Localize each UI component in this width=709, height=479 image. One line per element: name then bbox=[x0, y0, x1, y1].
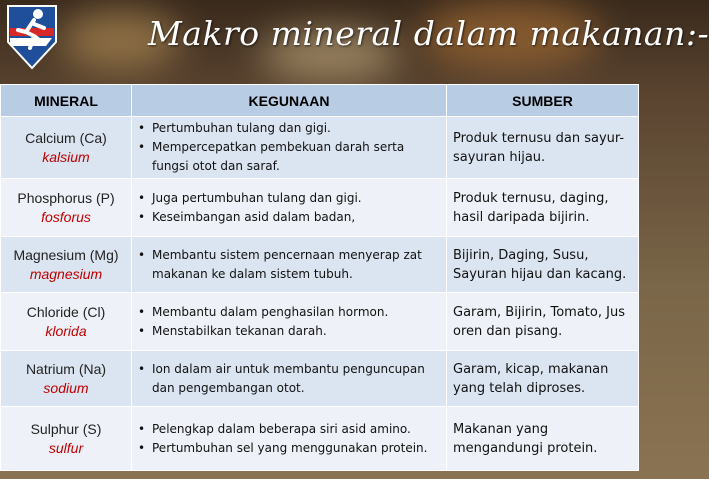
use-item: • Menstabilkan tekanan darah. bbox=[138, 322, 442, 341]
use-item: • Membantu dalam penghasilan hormon. bbox=[138, 303, 442, 322]
mineral-name: Chloride (Cl) bbox=[26, 303, 106, 320]
page-title: Makro mineral dalam makanan:- bbox=[148, 14, 709, 53]
uses-cell bbox=[132, 237, 447, 293]
table-row bbox=[1, 293, 639, 351]
title-bar bbox=[0, 0, 709, 80]
mineral-table bbox=[0, 84, 639, 471]
source-cell: Garam, Bijirin, Tomato, Jus oren dan pisang. bbox=[447, 293, 639, 351]
mineral-cell bbox=[1, 179, 132, 237]
use-item: • Pertumbuhan tulang dan gigi. bbox=[138, 119, 442, 138]
mineral-local-name: magnesium bbox=[29, 265, 103, 282]
header-uses: KEGUNAAN bbox=[132, 85, 447, 117]
table-row bbox=[1, 407, 639, 471]
mineral-local-name: sodium bbox=[43, 379, 89, 396]
mineral-cell bbox=[1, 351, 132, 407]
use-item: • Pelengkap dalam beberapa siri asid amino. bbox=[138, 420, 442, 439]
mineral-cell bbox=[1, 293, 132, 351]
table-row bbox=[1, 117, 639, 179]
header-mineral: MINERAL bbox=[1, 85, 132, 117]
use-item: • Membantu sistem pencernaan menyerap zat makanan ke dalam sistem tubuh. bbox=[138, 246, 442, 284]
mineral-cell bbox=[1, 237, 132, 293]
use-item: • Ion dalam air untuk membantu penguncupan dan pengembangan otot. bbox=[138, 360, 442, 398]
use-item: • Juga pertumbuhan tulang dan gigi. bbox=[138, 189, 442, 208]
mineral-local-name: klorida bbox=[45, 322, 87, 339]
uses-cell bbox=[132, 407, 447, 471]
source-cell: Bijirin, Daging, Susu, Sayuran hijau dan kacang. bbox=[447, 237, 639, 293]
table-header-row bbox=[1, 85, 639, 117]
mineral-name: Calcium (Ca) bbox=[25, 129, 107, 146]
mineral-local-name: sulfur bbox=[48, 439, 84, 456]
mineral-name: Sulphur (S) bbox=[30, 420, 102, 437]
mineral-local-name: kalsium bbox=[42, 148, 90, 165]
use-item: • Pertumbuhan sel yang menggunakan protein. bbox=[138, 439, 442, 458]
uses-cell bbox=[132, 351, 447, 407]
mineral-local-name: fosforus bbox=[41, 208, 91, 225]
mineral-cell bbox=[1, 407, 132, 471]
mineral-name: Phosphorus (P) bbox=[17, 189, 115, 206]
uses-cell bbox=[132, 117, 447, 179]
header-source: SUMBER bbox=[447, 85, 639, 117]
mineral-name: Natrium (Na) bbox=[25, 360, 107, 377]
mineral-cell bbox=[1, 117, 132, 179]
runner-flag-logo-icon bbox=[4, 2, 60, 70]
table-row bbox=[1, 351, 639, 407]
use-item: • Keseimbangan asid dalam badan, bbox=[138, 208, 442, 227]
source-cell: Garam, kicap, makanan yang telah diproses. bbox=[447, 351, 639, 407]
uses-cell bbox=[132, 179, 447, 237]
source-cell: Makanan yang mengandungi protein. bbox=[447, 407, 639, 471]
table-row bbox=[1, 237, 639, 293]
source-cell: Produk ternusu, daging, hasil daripada bijirin. bbox=[447, 179, 639, 237]
table-row bbox=[1, 179, 639, 237]
use-item: • Mempercepatkan pembekuan darah serta fungsi otot dan saraf. bbox=[138, 138, 442, 176]
mineral-name: Magnesium (Mg) bbox=[13, 246, 119, 263]
uses-cell bbox=[132, 293, 447, 351]
source-cell: Produk ternusu dan sayur-sayuran hijau. bbox=[447, 117, 639, 179]
